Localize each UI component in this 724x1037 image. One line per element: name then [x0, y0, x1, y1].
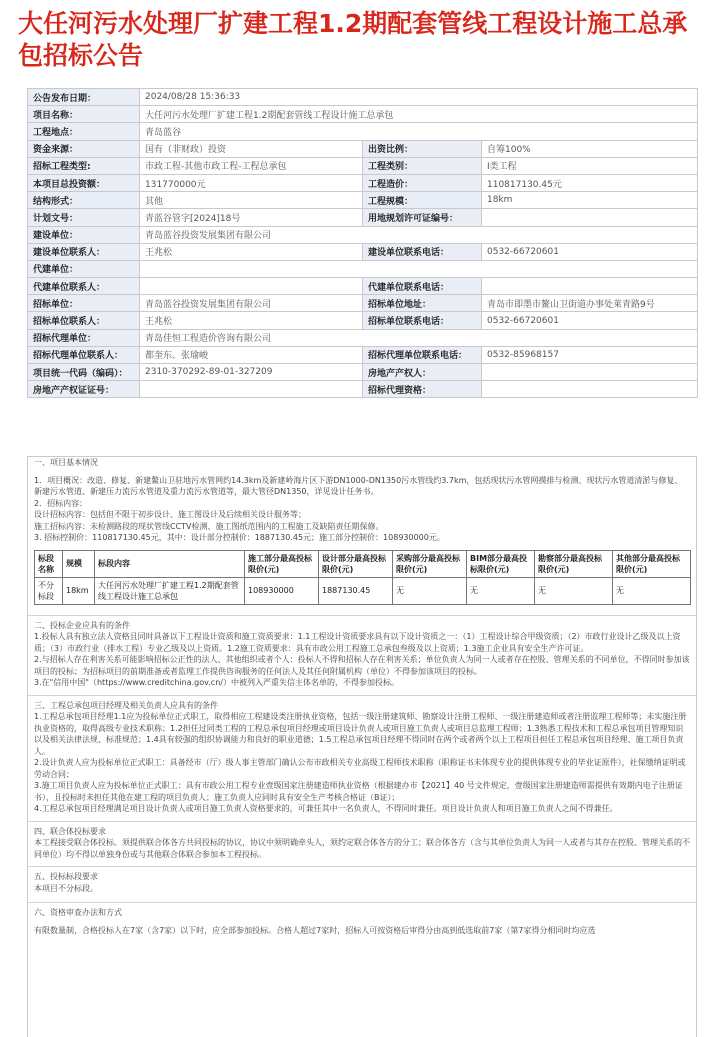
- info-value: 都奎东、张瑜峻: [140, 346, 363, 363]
- info-label: 招标代理资格：: [363, 381, 482, 398]
- info-label: 建设单位联系电话：: [363, 243, 482, 260]
- paragraph: 本工程接受联合体投标。须提供联合体各方共同投标的协议，协议中须明确牵头人，须约定联合体各方的分工；联合体各方（含与其单位负责人为同一人或者与其存在控股、管理关系的不同单位）均不得以单独身份或与其他联合体联合参加本工程投标。: [34, 838, 690, 859]
- paragraph: 1.工程总承包项目经理1.1应为投标单位正式职工，取得相应工程建设类注册执业资格，包括一级注册建筑师、勘察设计注册工程师、一级注册建造师或者注册监理工程师等；未实施注册执业资格的，取得高级专业技术职称；1.2担任过同类工程的工程总承包项目经理或项目设计负责人或项目施工负责人或项目总监理工程师；1.3熟悉工程技术和工程总承包项目管理知识以及相关法律法规、标准规范；1.4具有较强的组织协调能力和良好的职业道德；1.5工程总承包项目经理不得同时在两个或者两个以上工程项目担任工程总承包项目经理、施工项目负责人。: [34, 712, 687, 756]
- bid-table-cell: 1887130.45: [319, 577, 393, 604]
- section-title: 四、联合体投标要求: [34, 826, 106, 836]
- info-value: [482, 381, 698, 398]
- info-label: 项目名称：: [28, 106, 140, 123]
- info-row: [28, 346, 698, 363]
- info-label: 招标单位地址：: [363, 295, 482, 312]
- info-row: [28, 381, 698, 398]
- info-label: 建设单位：: [28, 226, 140, 243]
- bid-table-header: 施工部分最高投标限价(元): [245, 550, 319, 577]
- bid-table-header: BIM部分最高投标限价(元): [467, 550, 535, 577]
- info-label: 招标代理单位：: [28, 329, 140, 346]
- info-label: 招标代理单位联系人：: [28, 346, 140, 363]
- info-row: [28, 106, 698, 123]
- paragraph: 3.在"信用中国"（https://www.creditchina.gov.cn/）中被列入严重失信主体名单的，不得参加投标。: [34, 678, 399, 687]
- bid-table-cell: 18km: [63, 577, 95, 604]
- info-value: 其他: [140, 192, 363, 209]
- info-value: Ⅰ类工程: [482, 157, 698, 174]
- section-title: 五、投标标段要求: [34, 872, 98, 881]
- bid-table-cell: 无: [393, 577, 467, 604]
- project-info-table: [27, 88, 698, 398]
- section-title: 二、投标企业应具有的条件: [34, 620, 130, 630]
- info-row: [28, 157, 698, 174]
- paragraph: 2.与招标人存在利害关系可能影响招标公正性的法人、其他组织或者个人：投标人不得和招标人存在利害关系；单位负责人为同一人或者存在控股、管理关系的不同单位，不得同时参加该项目的投标；为招标项目的前期准备或者监理工作提供咨询服务的任何法人及其任何附属机构（单位）不得参加该项目的投标。: [34, 655, 690, 676]
- info-row: [28, 209, 698, 226]
- info-label: 资金来源：: [28, 140, 140, 157]
- info-value: 18km: [482, 192, 698, 209]
- info-label: 工程类别：: [363, 157, 482, 174]
- info-value: 0532-66720601: [482, 243, 698, 260]
- info-label: 结构形式：: [28, 192, 140, 209]
- info-value: 2024/08/28 15:36:33: [140, 89, 698, 106]
- info-label: 计划文号：: [28, 209, 140, 226]
- info-row: [28, 278, 698, 295]
- info-label: 工程造价：: [363, 174, 482, 191]
- info-label: 工程规模：: [363, 192, 482, 209]
- paragraph: 3. 招标控制价：110817130.45元，其中：设计部分控制价：1887130.45元；施工部分控制价：108930000元。: [34, 533, 445, 542]
- info-value: 青蓝谷管字[2024]18号: [140, 209, 363, 226]
- info-value: 110817130.45元: [482, 174, 698, 191]
- info-value: 青岛蓝谷: [140, 123, 698, 140]
- paragraph: 4.工程总承包项目经理满足项目设计负责人或项目施工负责人资格要求的，可兼任其中一名负责人，不得同时兼任。项目设计负责人和项目施工负责人之间不得兼任。: [34, 804, 618, 813]
- info-row: [28, 140, 698, 157]
- section-basic-info: [28, 457, 696, 544]
- paragraph: 设计招标内容：包括但不限于初步设计、施工图设计及后续相关设计服务等；: [34, 510, 306, 519]
- info-row: [28, 295, 698, 312]
- info-value: 大任河污水处理厂扩建工程1.2期配套管线工程设计施工总承包: [140, 106, 698, 123]
- bid-table-header: 采购部分最高投标限价(元): [393, 550, 467, 577]
- info-value: 自筹100%: [482, 140, 698, 157]
- bid-table-header: 标段名称: [35, 550, 63, 577]
- paragraph: 2.设计负责人应为投标单位正式职工：具备经市（厅）级人事主管部门确认公布市政相关专业高级工程师技术职称（职称证书未体现专业的提供体现专业的毕业证原件），社保缴纳证明或劳动合同；: [34, 758, 686, 779]
- paragraph: 3.施工项目负责人应为投标单位正式职工：具有市政公用工程专业壹级国家注册建造师执业资格（根据建办市【2021】40 号文件规定，壹级国家注册建造师需提供有效期内电子注册证书），且投标时未担任其他在建工程的项目负责人；施工负责人应同时具有安全生产考核合格证（B证）；: [34, 781, 683, 802]
- bid-table-cell: 不分标段: [35, 577, 63, 604]
- bid-section-table: [34, 550, 691, 605]
- info-label: 招标单位联系人：: [28, 312, 140, 329]
- section-title: 三、工程总承包项目经理及相关负责人应具有的条件: [34, 700, 218, 710]
- page-title: 大任河污水处理厂扩建工程1.2期配套管线工程设计施工总承包招标公告: [18, 9, 688, 70]
- info-label: 代建单位联系电话：: [363, 278, 482, 295]
- bid-table-cell: 无: [467, 577, 535, 604]
- paragraph: 有限数量制，合格投标人在7家（含7家）以下时，应全部参加投标。合格人超过7家时，招标人可按资格后审得分由高到低选取前7家（第7家得分相同时均应选: [34, 925, 596, 935]
- info-row: [28, 89, 698, 106]
- section-title: 一、项目基本情况: [34, 458, 98, 467]
- info-label: 招标工程类型:: [28, 157, 140, 174]
- section-manager-conditions: [28, 700, 696, 815]
- info-value: [140, 381, 363, 398]
- section-bidder-conditions: [28, 620, 696, 689]
- info-value: [140, 278, 363, 295]
- bid-table-cell: 108930000: [245, 577, 319, 604]
- notice-body: [27, 456, 697, 1037]
- info-label: 公告发布日期：: [28, 89, 140, 106]
- section-consortium: [28, 826, 696, 861]
- paragraph: 2．招标内容：: [34, 498, 88, 508]
- info-value: 青岛蓝谷投资发展集团有限公司: [140, 295, 363, 312]
- section-lot-requirements: [28, 871, 696, 894]
- info-value: [482, 364, 698, 381]
- info-label: 用地规划许可证编号：: [363, 209, 482, 226]
- info-label: 出资比例：: [363, 140, 482, 157]
- bid-table-header: 设计部分最高投标限价(元): [319, 550, 393, 577]
- info-label: 本项目总投资额：: [28, 174, 140, 191]
- info-value: [482, 278, 698, 295]
- section-qualification-review: [28, 907, 696, 936]
- info-value: 王兆松: [140, 312, 363, 329]
- info-value: 青岛蓝谷投资发展集团有限公司: [140, 226, 698, 243]
- paragraph: 施工招标内容：未检测路段的现状管线CCTV检测、施工图纸范围内的工程施工及缺陷责任期保修。: [34, 521, 384, 531]
- bid-table-header: 规模: [63, 550, 95, 577]
- info-value: [482, 209, 698, 226]
- info-row: [28, 312, 698, 329]
- info-label: 房地产产权证证号：: [28, 381, 140, 398]
- info-label: 招标单位联系电话：: [363, 312, 482, 329]
- info-value: [140, 260, 698, 277]
- info-value: 市政工程-其他市政工程-工程总承包: [140, 157, 363, 174]
- info-row: [28, 329, 698, 346]
- info-value: 2310-370292-89-01-327209: [140, 364, 363, 381]
- info-row: [28, 364, 698, 381]
- info-value: 国有（非财政）投资: [140, 140, 363, 157]
- info-label: 招标单位：: [28, 295, 140, 312]
- info-value: 青岛佳恒工程造价咨询有限公司: [140, 329, 698, 346]
- info-row: [28, 123, 698, 140]
- section-title: 六、资格审查办法和方式: [34, 908, 122, 917]
- info-row: [28, 260, 698, 277]
- info-label: 项目统一代码（编码）：: [28, 364, 140, 381]
- info-value: 0532-85968157: [482, 346, 698, 363]
- info-label: 招标代理单位联系电话：: [363, 346, 482, 363]
- info-value: 131770000元: [140, 174, 363, 191]
- info-label: 代建单位联系人：: [28, 278, 140, 295]
- info-row: [28, 192, 698, 209]
- bid-table-header: 勘察部分最高投标限价(元): [535, 550, 613, 577]
- paragraph: 1.投标人具有独立法人资格且同时具备以下工程设计资质和施工资质要求：1.1工程设计资质要求具有以下设计资质之一：（1）工程设计综合甲级资质；（2）市政行业设计乙级及以上资质；（3）市政行业（排水工程）专业乙级及以上资质。1.2施工资质要求：具有市政公用工程施工总承包叁级及以上资质；1.3施工企业具有安全生产许可证。: [34, 632, 681, 653]
- info-row: [28, 174, 698, 191]
- bid-table-cell: 无: [535, 577, 613, 604]
- paragraph: 1．项目概况：改造、修复、新建鳌山卫驻地污水管网约14.3km及新建岭海片区下游DN1000-DN1350污水管线约3.7km，包括现状污水管网摸排与检测、现状污水管道清淤与修复、新建污水管道、新建压力流污水管道及重力流污水管道等，最大管径DN1350，详见设计任务书。: [34, 475, 683, 496]
- bid-table-header: 标段内容: [95, 550, 245, 577]
- info-label: 工程地点：: [28, 123, 140, 140]
- info-label: 代建单位：: [28, 260, 140, 277]
- bid-table-header: 其他部分最高投标限价(元): [613, 550, 691, 577]
- info-row: [28, 226, 698, 243]
- info-label: 房地产产权人：: [363, 364, 482, 381]
- info-label: 建设单位联系人：: [28, 243, 140, 260]
- bid-table-cell: 大任河污水处理厂扩建工程1.2期配套管线工程设计施工总承包: [95, 577, 245, 604]
- info-value: 青岛市即墨市鳌山卫街道办事处莱青路9号: [482, 295, 698, 312]
- bid-table-cell: 无: [613, 577, 691, 604]
- paragraph: 本项目不分标段。: [34, 883, 98, 893]
- info-value: 王兆松: [140, 243, 363, 260]
- info-row: [28, 243, 698, 260]
- info-value: 0532-66720601: [482, 312, 698, 329]
